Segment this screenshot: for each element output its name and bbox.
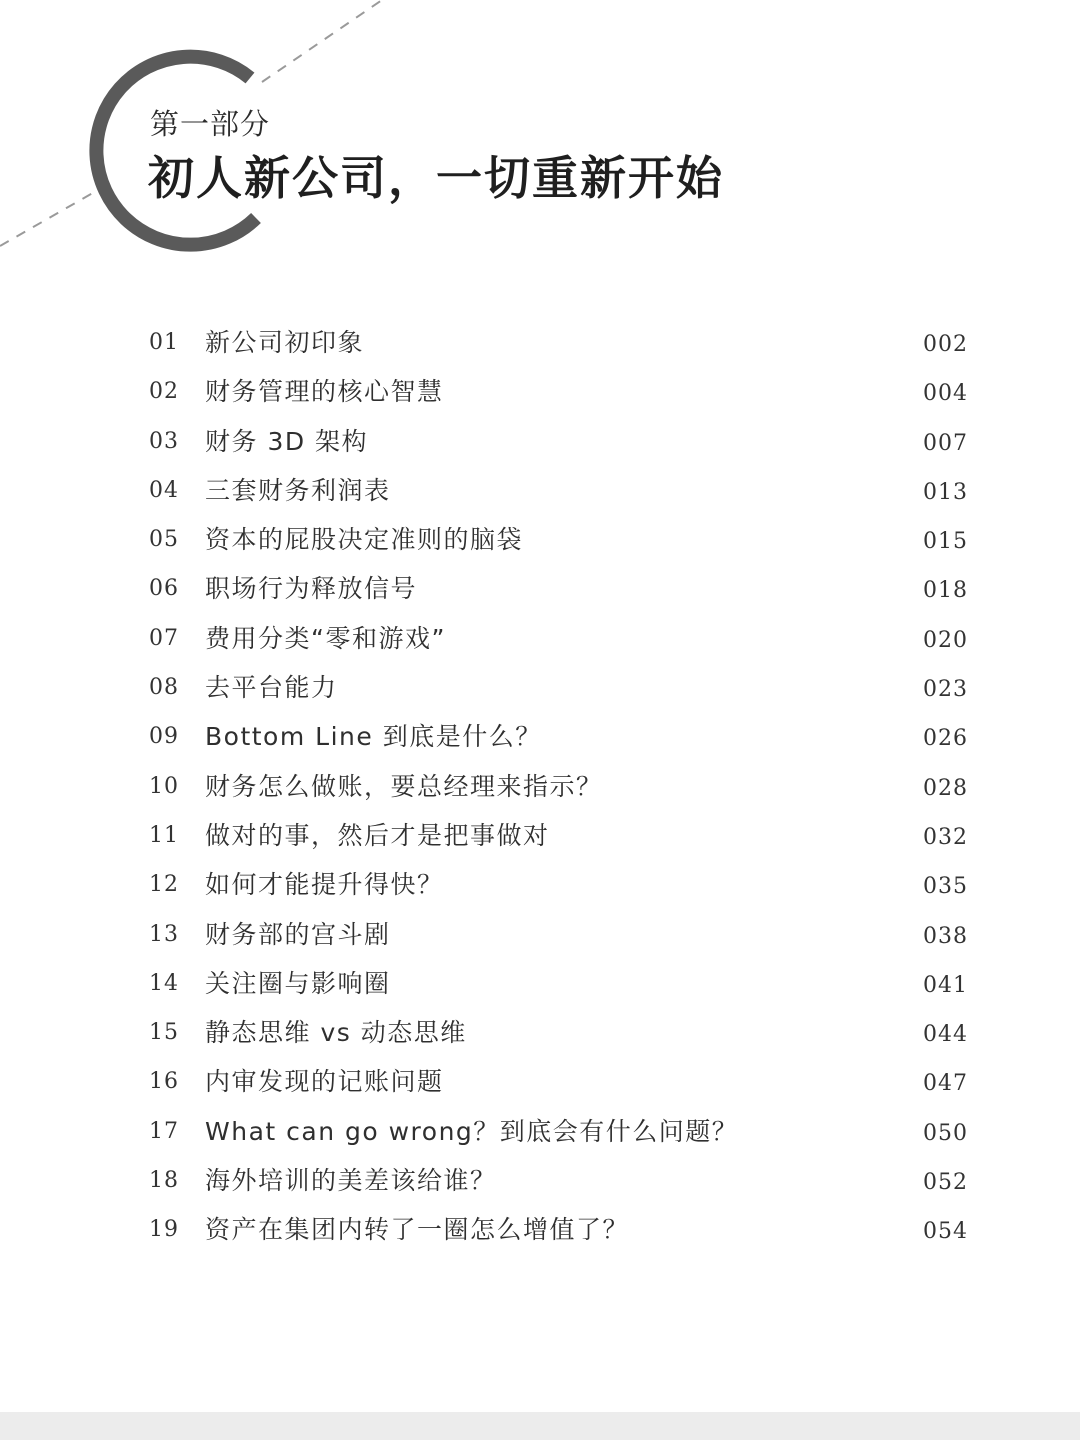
toc-title: What can go wrong？到底会有什么问题？ bbox=[205, 1116, 739, 1146]
toc-page-number: 007 bbox=[923, 430, 968, 456]
toc-row[interactable] bbox=[0, 564, 1080, 613]
toc-page-number: 035 bbox=[923, 874, 968, 900]
toc-row[interactable] bbox=[0, 860, 1080, 909]
toc-title: 内审发现的记账问题 bbox=[205, 1067, 444, 1097]
toc-row[interactable] bbox=[0, 1107, 1080, 1156]
toc-page-number: 026 bbox=[923, 726, 968, 752]
toc-page-number: 047 bbox=[923, 1071, 968, 1097]
toc-number: 18 bbox=[149, 1168, 179, 1194]
toc-row[interactable] bbox=[0, 663, 1080, 712]
toc-number: 06 bbox=[149, 576, 179, 602]
toc-number: 12 bbox=[149, 872, 179, 898]
table-of-contents bbox=[0, 318, 1080, 1255]
toc-number: 13 bbox=[149, 921, 179, 947]
toc-number: 09 bbox=[149, 724, 179, 750]
toc-title: 职场行为释放信号 bbox=[205, 574, 418, 604]
dashed-line-lower bbox=[0, 190, 98, 246]
toc-number: 19 bbox=[149, 1217, 179, 1243]
toc-page-number: 004 bbox=[923, 381, 968, 407]
toc-number: 10 bbox=[149, 773, 179, 799]
toc-row[interactable] bbox=[0, 515, 1080, 564]
toc-page-number: 028 bbox=[923, 775, 968, 801]
toc-page-number: 020 bbox=[923, 627, 968, 653]
toc-title: 三套财务利润表 bbox=[205, 475, 391, 505]
toc-number: 16 bbox=[149, 1069, 179, 1095]
toc-row[interactable] bbox=[0, 318, 1080, 367]
toc-row[interactable] bbox=[0, 367, 1080, 416]
bottom-edge-strip bbox=[0, 1412, 1080, 1440]
toc-number: 15 bbox=[149, 1020, 179, 1046]
toc-page-number: 023 bbox=[923, 677, 968, 703]
dashed-line-upper bbox=[262, 0, 382, 82]
toc-title: Bottom Line 到底是什么？ bbox=[205, 722, 542, 752]
toc-title: 资产在集团内转了一圈怎么增值了？ bbox=[205, 1215, 630, 1245]
toc-title: 财务怎么做账，要总经理来指示？ bbox=[205, 771, 603, 801]
toc-number: 08 bbox=[149, 675, 179, 701]
toc-number: 01 bbox=[149, 330, 179, 355]
toc-page-number: 050 bbox=[923, 1120, 968, 1146]
toc-row[interactable] bbox=[0, 1008, 1080, 1057]
toc-number: 05 bbox=[149, 527, 179, 553]
toc-number: 04 bbox=[149, 477, 179, 503]
toc-row[interactable] bbox=[0, 1057, 1080, 1106]
toc-number: 02 bbox=[149, 379, 179, 405]
toc-page-number: 054 bbox=[923, 1219, 968, 1245]
toc-row[interactable] bbox=[0, 762, 1080, 811]
toc-title: 做对的事，然后才是把事做对 bbox=[205, 820, 550, 850]
toc-title: 新公司初印象 bbox=[205, 328, 365, 357]
toc-page-number: 041 bbox=[923, 972, 968, 998]
toc-row[interactable] bbox=[0, 1205, 1080, 1254]
toc-title: 去平台能力 bbox=[205, 673, 338, 703]
toc-page-number: 013 bbox=[923, 479, 968, 505]
toc-row[interactable] bbox=[0, 466, 1080, 515]
toc-title: 静态思维 vs 动态思维 bbox=[205, 1018, 467, 1048]
toc-page-number: 052 bbox=[923, 1170, 968, 1196]
toc-title: 财务部的宫斗剧 bbox=[205, 919, 391, 949]
toc-title: 如何才能提升得快？ bbox=[205, 870, 444, 900]
toc-number: 17 bbox=[149, 1118, 179, 1144]
toc-row[interactable] bbox=[0, 910, 1080, 959]
toc-page-number: 002 bbox=[923, 332, 968, 357]
toc-page-number: 018 bbox=[923, 578, 968, 604]
toc-row[interactable] bbox=[0, 959, 1080, 1008]
toc-number: 14 bbox=[149, 970, 179, 996]
toc-row[interactable] bbox=[0, 1156, 1080, 1205]
toc-title: 关注圈与影响圈 bbox=[205, 968, 391, 998]
part-label: 第一部分 bbox=[150, 107, 271, 141]
toc-number: 03 bbox=[149, 428, 179, 454]
toc-row[interactable] bbox=[0, 417, 1080, 466]
part-title: 初人新公司，一切重新开始 bbox=[148, 151, 724, 205]
toc-page-number: 015 bbox=[923, 529, 968, 555]
toc-row[interactable] bbox=[0, 614, 1080, 663]
toc-title: 资本的屁股决定准则的脑袋 bbox=[205, 525, 524, 555]
toc-page-number: 032 bbox=[923, 824, 968, 850]
toc-title: 海外培训的美差该给谁？ bbox=[205, 1166, 497, 1196]
toc-title: 费用分类“零和游戏” bbox=[205, 623, 446, 653]
toc-number: 07 bbox=[149, 625, 179, 651]
toc-row[interactable] bbox=[0, 712, 1080, 761]
toc-row[interactable] bbox=[0, 811, 1080, 860]
toc-page-number: 044 bbox=[923, 1022, 968, 1048]
toc-title: 财务 3D 架构 bbox=[205, 426, 369, 456]
toc-title: 财务管理的核心智慧 bbox=[205, 377, 444, 407]
toc-number: 11 bbox=[149, 822, 179, 848]
toc-page-number: 038 bbox=[923, 923, 968, 949]
